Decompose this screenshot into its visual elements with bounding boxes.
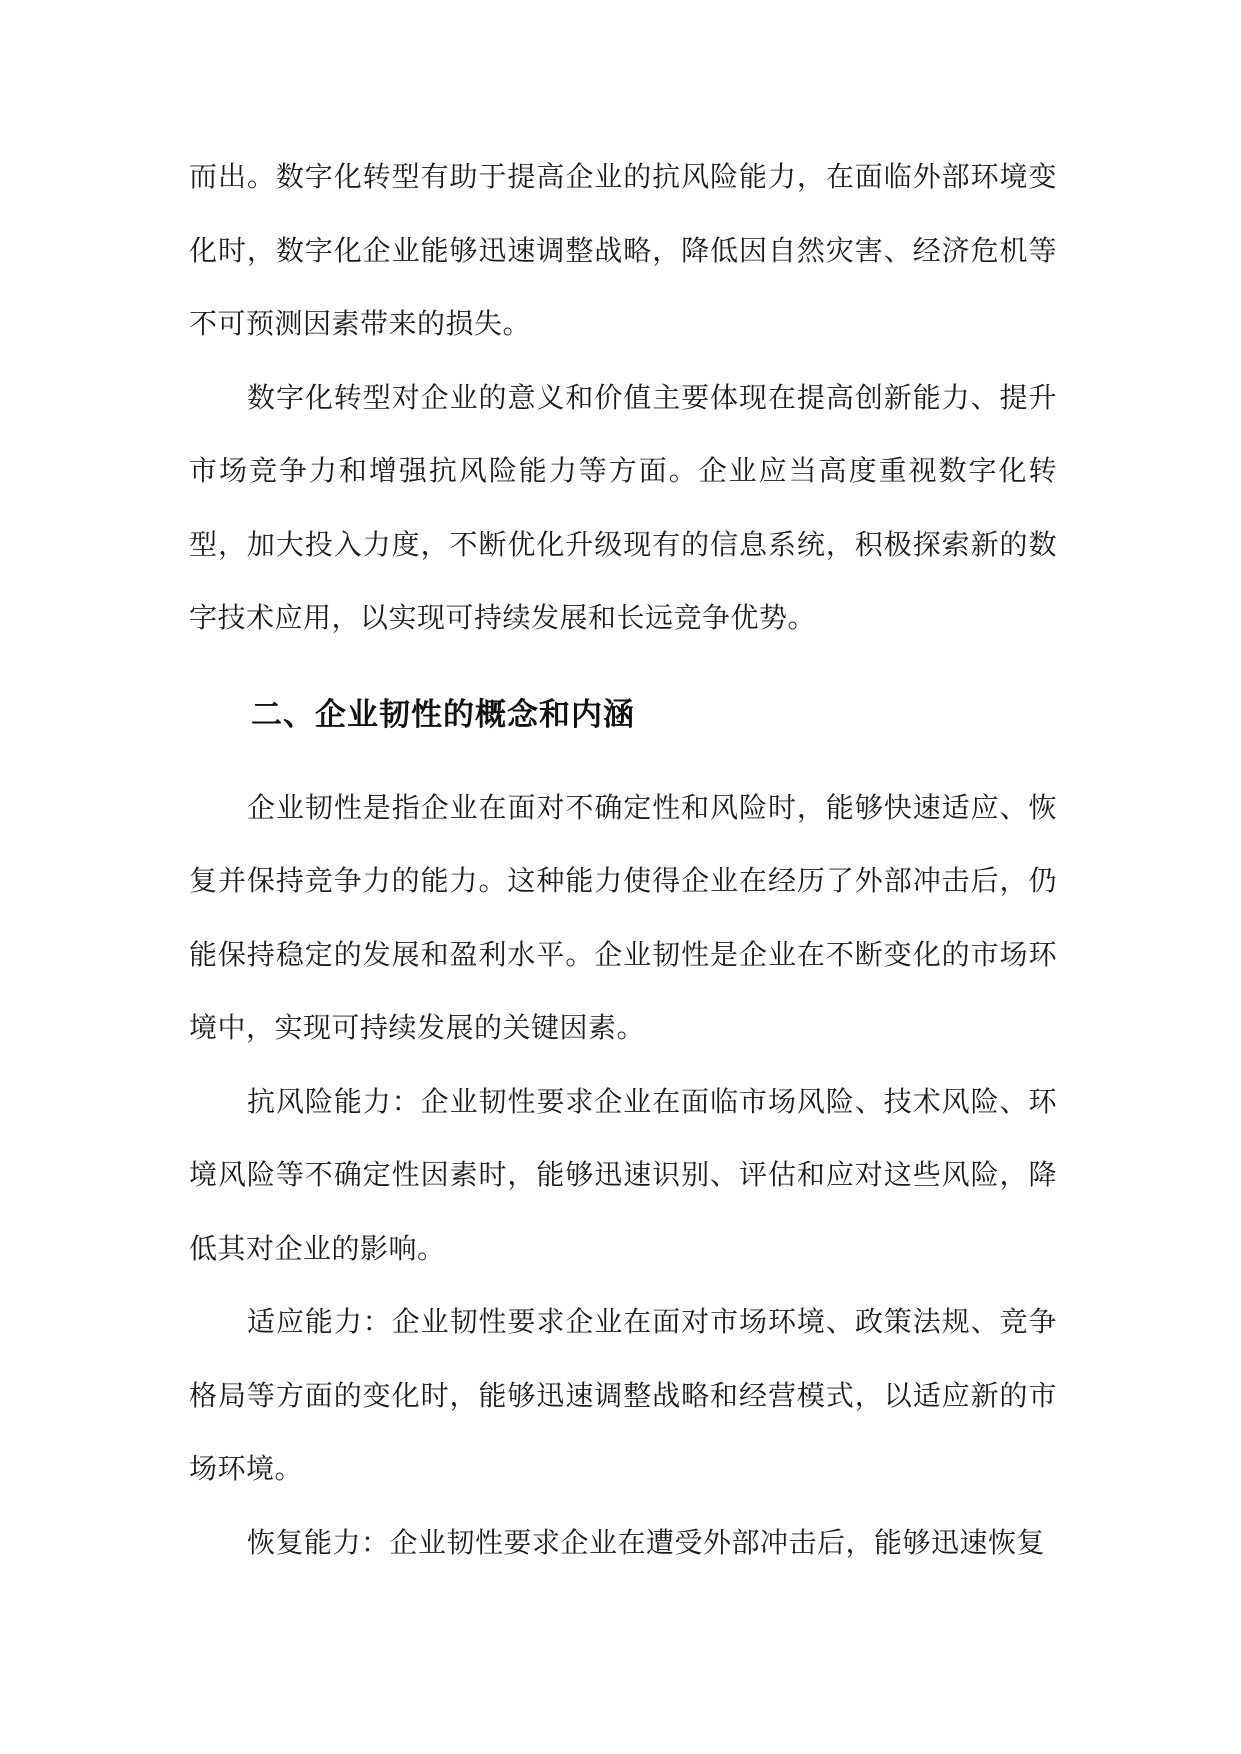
section-heading: 二、企业韧性的概念和内涵 xyxy=(251,696,635,733)
paragraph-continuation: 而出。数字化转型有助于提高企业的抗风险能力，在面临外部环境变化时，数字化企业能够迅速调整战略，降低因自然灾害、经济危机等不可预测因素带来的损失。 xyxy=(189,160,1057,340)
paragraph-adaptability: 适应能力：企业韧性要求企业在面对市场环境、政策法规、竞争格局等方面的变化时，能够迅速调整战略和经营模式，以适应新的市场环境。 xyxy=(189,1305,1057,1485)
document-body xyxy=(189,140,1057,1579)
paragraph-recovery: 恢复能力：企业韧性要求企业在遭受外部冲击后，能够迅速恢复 xyxy=(247,1525,1046,1559)
paragraph-resilience-definition: 企业韧性是指企业在面对不确定性和风险时，能够快速适应、恢复并保持竞争力的能力。这种能力使得企业在经历了外部冲击后，仍能保持稳定的发展和盈利水平。企业韧性是企业在不断变化的市场环境中，实现可持续发展的关键因素。 xyxy=(189,790,1057,1044)
paragraph-risk-resistance: 抗风险能力：企业韧性要求企业在面临市场风险、技术风险、环境风险等不确定性因素时，能够迅速识别、评估和应对这些风险，降低其对企业的影响。 xyxy=(189,1084,1057,1265)
paragraph-digital-transformation-value: 数字化转型对企业的意义和价值主要体现在提高创新能力、提升市场竞争力和增强抗风险能力等方面。企业应当高度重视数字化转型，加大投入力度，不断优化升级现有的信息系统，积极探索新的数字技术应用，以实现可持续发展和长远竞争优势。 xyxy=(189,380,1057,634)
